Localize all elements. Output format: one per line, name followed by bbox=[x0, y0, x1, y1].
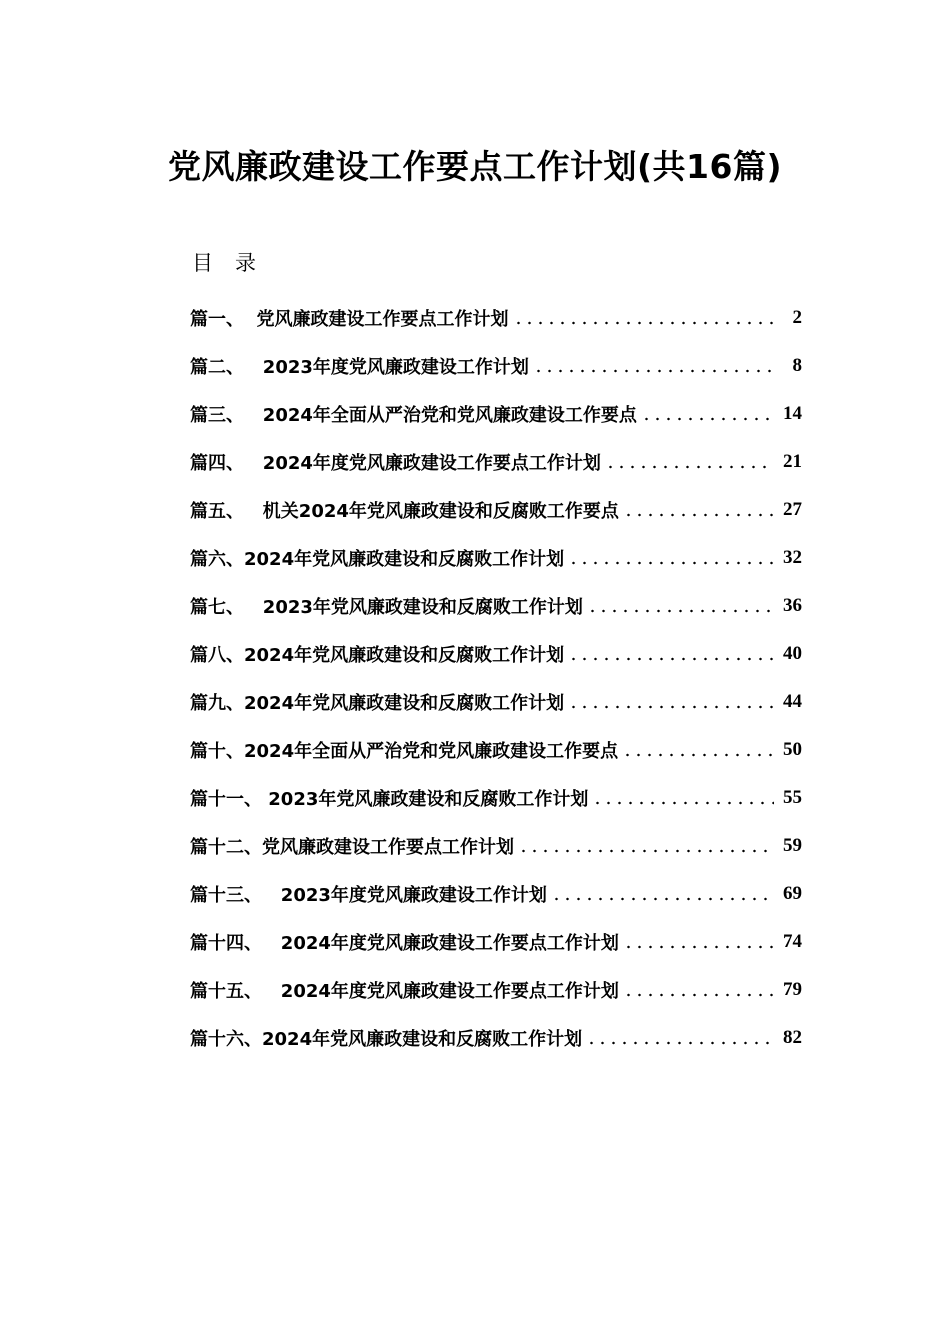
toc-page-number: 55 bbox=[783, 787, 802, 808]
toc-dot-leader bbox=[592, 800, 774, 806]
toc-page-number: 50 bbox=[783, 739, 802, 760]
toc-page-number: 8 bbox=[792, 355, 802, 376]
toc-dot-leader bbox=[551, 896, 774, 902]
toc-entry[interactable] bbox=[190, 726, 802, 774]
toc-dot-leader bbox=[586, 1040, 774, 1046]
toc-entry-title: 篇九、2024年党风廉政建设和反腐败工作计划 bbox=[190, 693, 565, 714]
toc-entry[interactable] bbox=[190, 918, 802, 966]
toc-entry-title: 篇一、 党风廉政建设工作要点工作计划 bbox=[190, 309, 509, 330]
toc-dot-leader bbox=[622, 752, 774, 758]
toc-entry[interactable] bbox=[190, 390, 802, 438]
toc-entry-title: 篇五、 机关2024年党风廉政建设和反腐败工作要点 bbox=[190, 501, 619, 522]
toc-dot-leader bbox=[513, 320, 774, 326]
toc-page-number: 14 bbox=[783, 403, 802, 424]
toc-entry-title: 篇三、 2024年全面从严治党和党风廉政建设工作要点 bbox=[190, 405, 637, 426]
toc-page-number: 2 bbox=[792, 307, 802, 328]
toc-entry-title: 篇十三、 2023年度党风廉政建设工作计划 bbox=[190, 885, 547, 906]
toc-entry[interactable] bbox=[190, 678, 802, 726]
toc-entry[interactable] bbox=[190, 342, 802, 390]
toc-entry-title: 篇七、 2023年党风廉政建设和反腐败工作计划 bbox=[190, 597, 583, 618]
toc-page-number: 21 bbox=[783, 451, 802, 472]
toc-entry-title: 篇六、2024年党风廉政建设和反腐败工作计划 bbox=[190, 549, 565, 570]
toc-entry-title: 篇十五、 2024年度党风廉政建设工作要点工作计划 bbox=[190, 981, 619, 1002]
toc-entry-title: 篇十二、党风廉政建设工作要点工作计划 bbox=[190, 837, 514, 858]
toc-entry[interactable] bbox=[190, 582, 802, 630]
toc-entry-title: 篇四、 2024年度党风廉政建设工作要点工作计划 bbox=[190, 453, 601, 474]
document-title: 党风廉政建设工作要点工作计划(共16篇) bbox=[167, 147, 783, 186]
toc-page-number: 74 bbox=[783, 931, 802, 952]
toc-dot-leader bbox=[587, 608, 774, 614]
toc-entry[interactable] bbox=[190, 822, 802, 870]
toc-page-number: 69 bbox=[783, 883, 802, 904]
toc-page-number: 40 bbox=[783, 643, 802, 664]
toc-page-number: 44 bbox=[783, 691, 802, 712]
toc-entry[interactable] bbox=[190, 774, 802, 822]
toc-page-number: 27 bbox=[783, 499, 802, 520]
toc-dot-leader bbox=[568, 656, 774, 662]
toc-page-number: 79 bbox=[783, 979, 802, 1000]
toc-page-number: 82 bbox=[783, 1027, 802, 1048]
toc-page-number: 59 bbox=[783, 835, 802, 856]
toc-entry[interactable] bbox=[190, 438, 802, 486]
toc-entry[interactable] bbox=[190, 630, 802, 678]
toc-entry[interactable] bbox=[190, 1014, 802, 1062]
toc-entry[interactable] bbox=[190, 966, 802, 1014]
toc-page-number: 36 bbox=[783, 595, 802, 616]
toc-dot-leader bbox=[623, 512, 774, 518]
toc-dot-leader bbox=[533, 368, 774, 374]
toc-entry-title: 篇十、2024年全面从严治党和党风廉政建设工作要点 bbox=[190, 741, 619, 762]
toc-dot-leader bbox=[623, 944, 774, 950]
toc-entry-title: 篇十四、 2024年度党风廉政建设工作要点工作计划 bbox=[190, 933, 619, 954]
toc-heading: 目录 bbox=[192, 251, 278, 275]
toc-entry[interactable] bbox=[190, 534, 802, 582]
toc-entry[interactable] bbox=[190, 486, 802, 534]
toc-dot-leader bbox=[605, 464, 774, 470]
toc-dot-leader bbox=[641, 416, 774, 422]
toc-dot-leader bbox=[568, 704, 774, 710]
toc-page-number: 32 bbox=[783, 547, 802, 568]
toc-dot-leader bbox=[568, 560, 774, 566]
toc-entry-title: 篇十六、2024年党风廉政建设和反腐败工作计划 bbox=[190, 1029, 583, 1050]
toc-entry[interactable] bbox=[190, 294, 802, 342]
table-of-contents bbox=[190, 294, 802, 1062]
toc-entry[interactable] bbox=[190, 870, 802, 918]
toc-entry-title: 篇十一、 2023年党风廉政建设和反腐败工作计划 bbox=[190, 789, 589, 810]
toc-entry-title: 篇二、 2023年度党风廉政建设工作计划 bbox=[190, 357, 529, 378]
toc-dot-leader bbox=[518, 848, 774, 854]
toc-dot-leader bbox=[623, 992, 774, 998]
toc-entry-title: 篇八、2024年党风廉政建设和反腐败工作计划 bbox=[190, 645, 565, 666]
